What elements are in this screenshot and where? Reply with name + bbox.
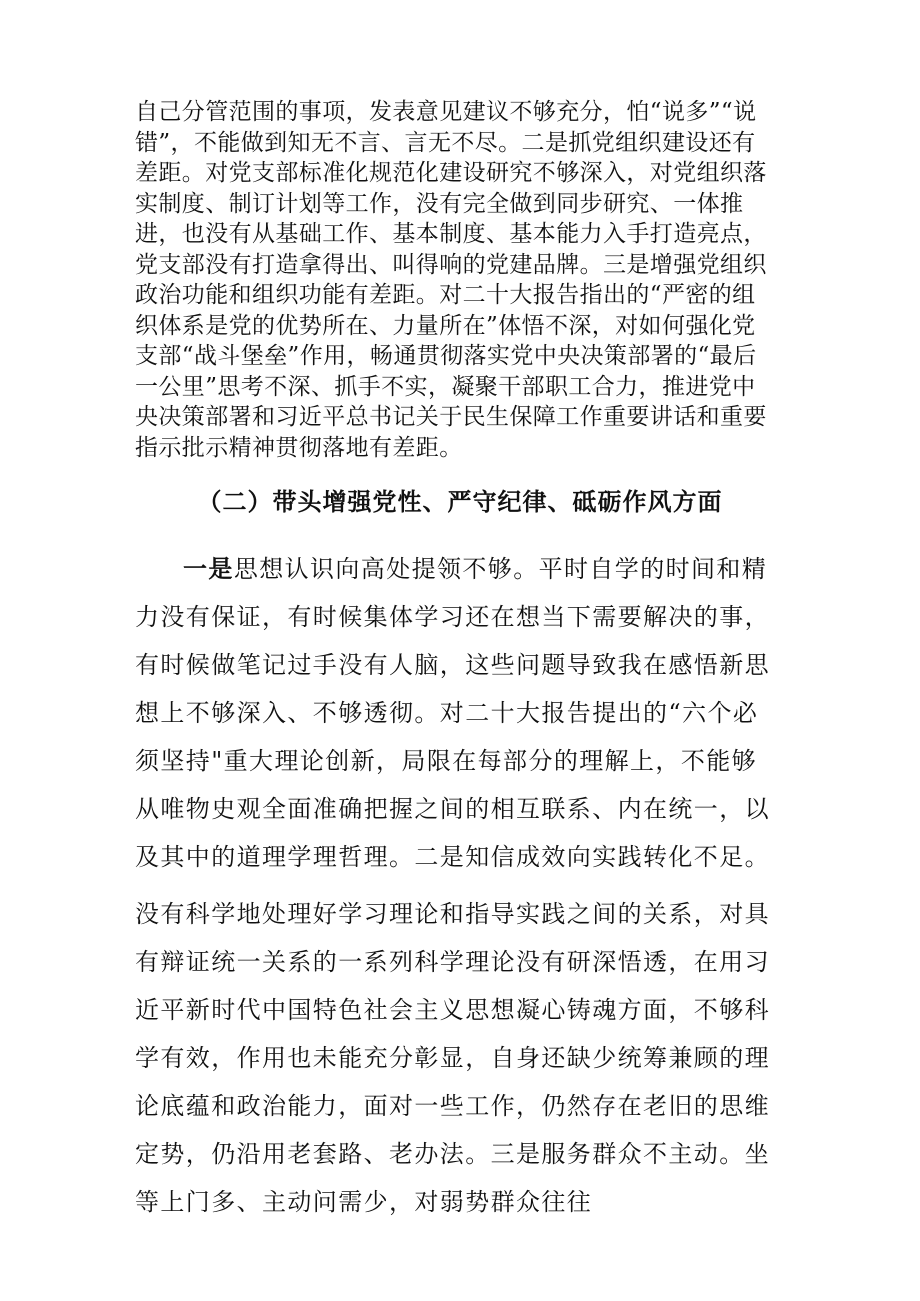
paragraph-body: 思想认识向高处提领不够。平时自学的时间和精力没有保证，有时候集体学习还在想当下需要解决的事，有时候做笔记过手没有人脑，这些问题导致我在感悟新思想上不够深入、不够透彻。对二十大报告提出的“六个必须坚持"重大理论创新，局限在每部分的理解上，不能够从唯物史观全面准确把握之间的相互联系、内在统一，以及其中的道理学理哲理。二是知信成效向实践转化不足。: [135, 555, 770, 871]
section-heading: （二）带头增强党性、严守纪律、砥砺作风方面: [197, 488, 723, 516]
paragraph-ideological-awareness: [135, 545, 775, 881]
paragraph-continued: 自己分管范围的事项，发表意见建议不够充分，怕“说多”“说错”，不能做到知无不言、言无不尽。二是抓党组织建设还有差距。对党支部标准化规范化建设研究不够深入，对党组织落实制度、制订计划等工作，没有完全做到同步研究、一体推进，也没有从基础工作、基本制度、基本能力入手打造亮点，党支部没有打造拿得出、叫得响的党建品牌。三是增强党组织政治功能和组织功能有差距。对二十大报告指出的“严密的组织体系是党的优势所在、力量所在”体悟不深，对如何强化党支部“战斗堡垒”作用，畅通贯彻落实党中央决策部署的“最后一公里”思考不深、抓手不实，凝聚干部职工合力，推进党中央决策部署和习近平总书记关于民生保障工作重要讲话和重要指示批示精神贯彻落地有差距。: [135, 99, 767, 461]
paragraph-theory-practice: 没有科学地处理好学习理论和指导实践之间的关系，对具有辩证统一关系的一系列科学理论没有研深悟透，在用习近平新时代中国特色社会主义思想凝心铸魂方面，不够科学有效，作用也未能充分彰显，自身还缺少统筹兼顾的理论底蕴和政治能力，面对一些工作，仍然存在老旧的思维定势，仍沿用老套路、老办法。三是服务群众不主动。坐等上门多、主动问需少，对弱势群众往往: [135, 900, 770, 1216]
paragraph-lead: 一是: [183, 554, 234, 583]
